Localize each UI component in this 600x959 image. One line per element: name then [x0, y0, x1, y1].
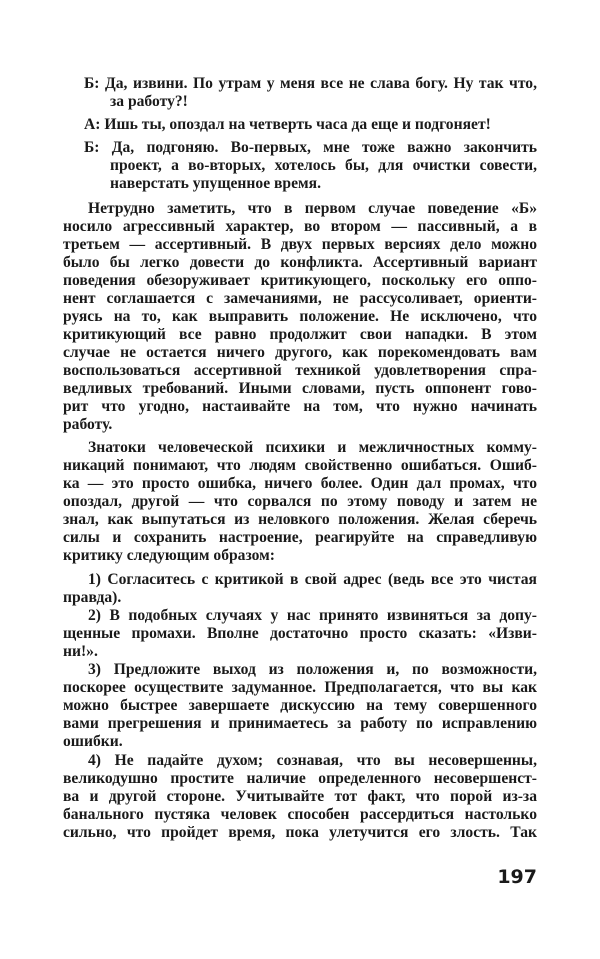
text-line: Знатоки человеческой психики и межличностных комму-	[88, 439, 537, 456]
text-line: А: Ишь ты, опоздал на четверть часа да еще и подгоняет!	[84, 116, 491, 133]
text-line: было бы легко довести до конфликта. Ассертивный вариант	[63, 254, 537, 271]
text-line: банального пустяка человек способен рассердиться настолько	[63, 806, 537, 823]
text-line: ошибки.	[63, 733, 123, 750]
text-line: ни!».	[63, 643, 98, 660]
page-number: 197	[497, 866, 537, 888]
text-line: ва и другой стороне. Учитывайте тот факт, что порой из-за	[63, 788, 537, 805]
text-line: сильно, что пройдет время, пока улетучится его злость. Так	[63, 824, 537, 841]
text-line: Б: Да, подгоняю. Во-первых, мне тоже важно закончить	[84, 139, 537, 156]
text-line: критику следующим образом:	[63, 547, 275, 564]
text-line: наверстать упущенное время.	[110, 175, 321, 192]
text-line: никаций понимают, что людям свойственно ошибаться. Ошиб-	[63, 457, 537, 474]
paragraph	[63, 607, 537, 661]
text-line: 2) В подобных случаях у нас принято извиняться за допу-	[88, 607, 537, 624]
text-line: поведения обезоруживает критикующего, поскольку его оппо-	[63, 272, 537, 289]
text-line: носило агрессивный характер, во втором — пассивный, а в	[63, 218, 537, 235]
text-line: Нетрудно заметить, что в первом случае поведение «Б»	[88, 200, 537, 217]
text-line: великодушно простите наличие определенного несовершенст-	[63, 770, 537, 787]
text-line: Б: Да, извини. По утрам у меня все не слава богу. Ну так что,	[84, 75, 537, 92]
text-line: опоздал, другой — что сорвался по этому поводу и затем не	[63, 493, 537, 510]
text-line: ка — это просто ошибка, ничего более. Один дал промах, что	[63, 475, 537, 492]
text-line: случае не остается ничего другого, как порекомендовать вам	[63, 344, 537, 361]
text-line: работу.	[63, 416, 113, 433]
paragraph	[63, 571, 537, 607]
paragraph	[63, 439, 537, 565]
page-text	[63, 75, 537, 842]
paragraph	[63, 200, 537, 434]
text-line: поскорее осуществите задуманное. Предполагается, что вы как	[63, 679, 537, 696]
text-line: критикующий все равно продолжит свои нападки. В этом	[63, 326, 537, 343]
text-line: щенные промахи. Вполне достаточно просто сказать: «Изви-	[63, 625, 537, 642]
text-line: воспользоваться ассертивной техникой удовлетворения спра-	[63, 362, 537, 379]
text-line: 4) Не падайте духом; сознавая, что вы несовершенны,	[88, 752, 537, 769]
text-line: руясь на то, как выправить положение. Не исключено, что	[63, 308, 537, 325]
text-line: рит что угодно, настаивайте на том, что нужно начинать	[63, 398, 537, 415]
text-line: ведливых требований. Иными словами, пусть оппонент гово-	[63, 380, 537, 397]
text-line: нент соглашается с замечаниями, не рассусоливает, ориенти-	[63, 290, 537, 307]
text-line: вами прегрешения и принимаетесь за работу по исправлению	[63, 715, 537, 732]
text-line: правда).	[63, 589, 122, 606]
text-line: 3) Предложите выход из положения и, по возможности,	[88, 661, 537, 678]
text-line: третьем — ассертивный. В двух первых версиях дело можно	[63, 236, 537, 253]
paragraph	[63, 661, 537, 751]
text-line: знал, как выпутаться из неловкого положения. Желая сберечь	[63, 511, 537, 528]
dialog-line	[63, 139, 537, 193]
dialog-line	[63, 116, 537, 134]
dialog-line	[63, 75, 537, 111]
text-line: за работу?!	[110, 93, 188, 110]
paragraph	[63, 752, 537, 842]
text-line: силы и сохранить настроение, реагируйте на справедливую	[63, 529, 537, 546]
text-line: можно быстрее завершаете дискуссию на тему совершенного	[63, 697, 537, 714]
text-line: 1) Согласитесь с критикой в свой адрес (ведь все это чистая	[88, 571, 537, 588]
text-line: проект, а во-вторых, хотелось бы, для очистки совести,	[110, 157, 537, 174]
